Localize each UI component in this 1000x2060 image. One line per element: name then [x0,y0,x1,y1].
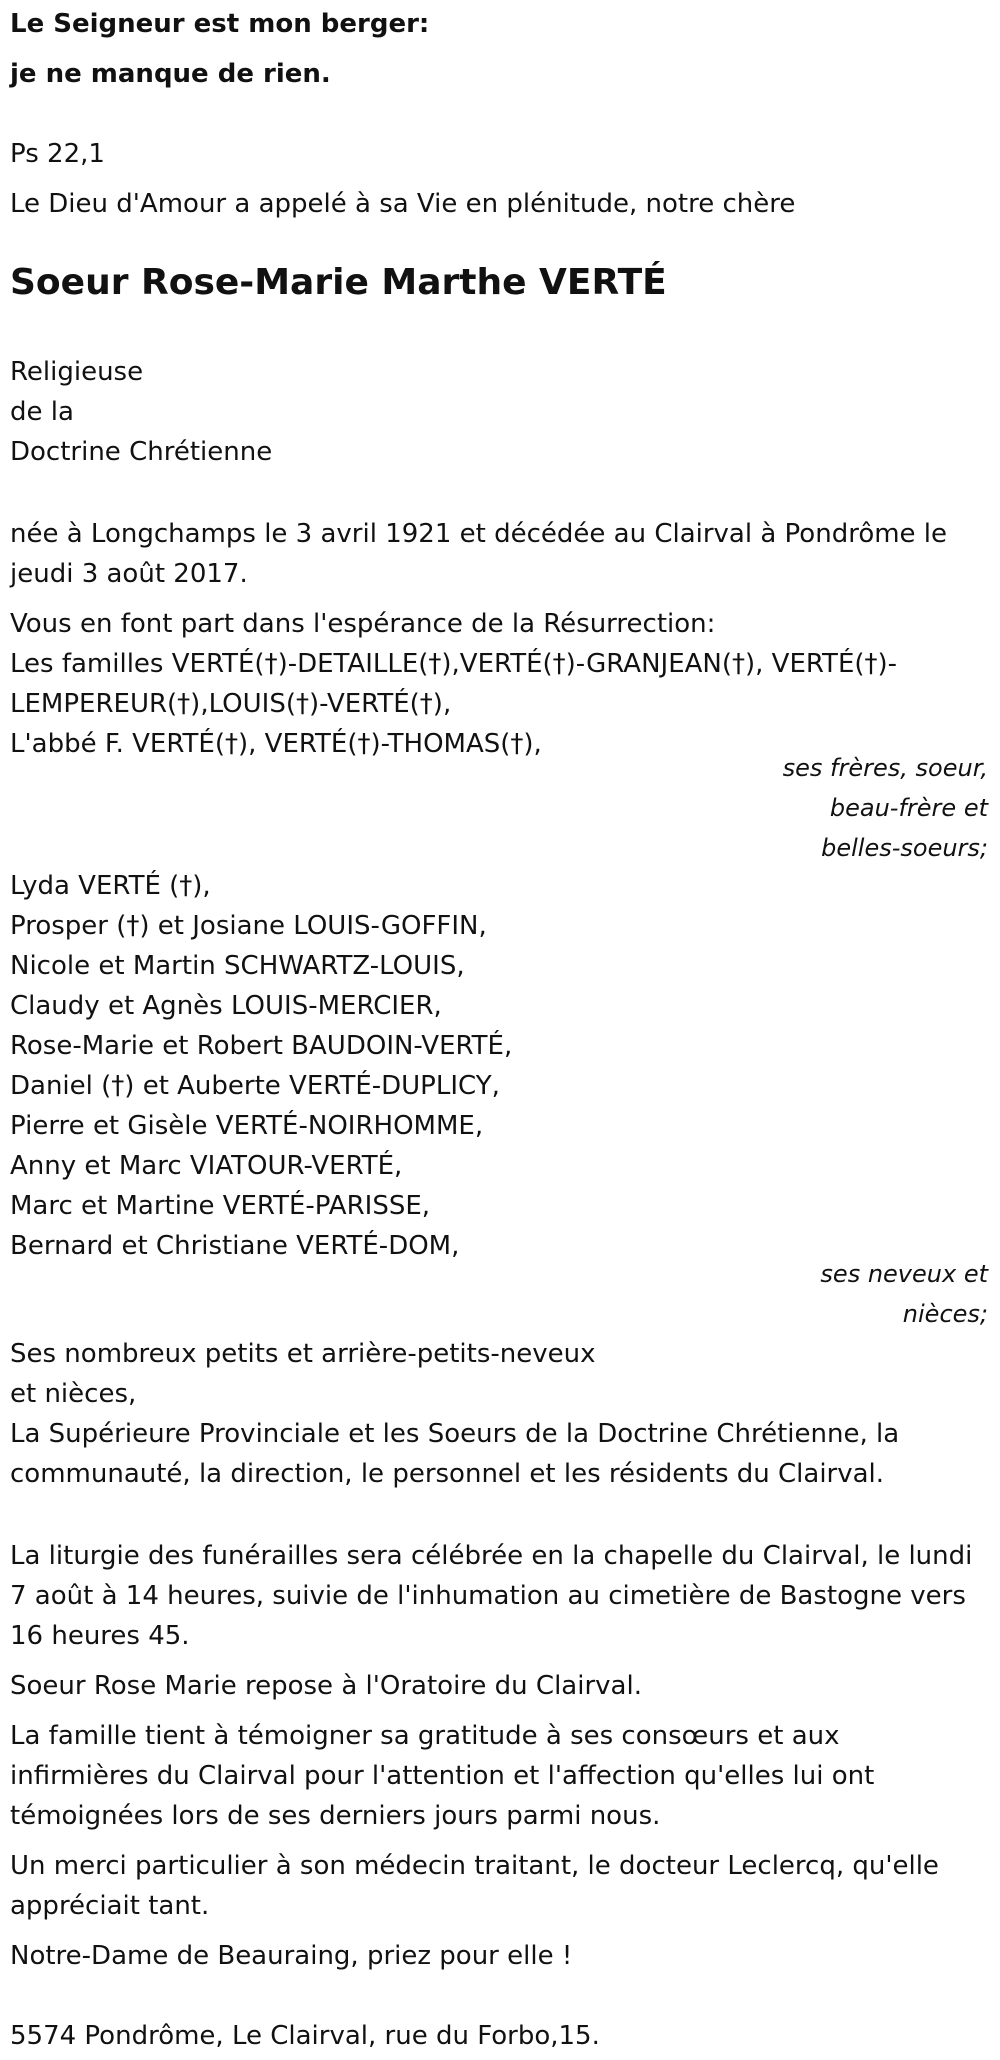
verse-line-1: Le Seigneur est mon berger: [10,9,430,39]
announcement: Vous en font part dans l'espérance de la Résurrection: [10,609,716,639]
thanks-line-2: appréciait tant. [10,1891,210,1921]
birth-death-line-2: jeudi 3 août 2017. [10,559,248,589]
nephew-line: Marc et Martine VERTÉ-PARISSE, [10,1191,431,1221]
deceased-name: Soeur Rose-Marie Marthe VERTÉ [10,262,667,303]
prayer: Notre-Dame de Beauraing, priez pour elle ! [10,1941,573,1971]
liturgy-line-1: La liturgie des funérailles sera célébrée en la chapelle du Clairval, le lundi [10,1541,973,1571]
order-line-3: Doctrine Chrétienne [10,437,273,467]
others-line-3: La Supérieure Provinciale et les Soeurs de la Doctrine Chrétienne, la [10,1419,900,1449]
nephews-label-1: ses neveux et [820,1260,988,1288]
siblings-label-3: belles-soeurs; [821,834,988,862]
nephew-line: Prosper (†) et Josiane LOUIS-GOFFIN, [10,911,487,941]
gratitude-line-1: La famille tient à témoigner sa gratitude à ses consœurs et aux [10,1721,840,1751]
psalm-reference: Ps 22,1 [10,139,105,169]
siblings-label-1: ses frères, soeur, [782,754,988,782]
siblings-line-1: Les familles VERTÉ(†)-DETAILLE(†),VERTÉ(†)-GRANJEAN(†), VERTÉ(†)- [10,649,898,679]
order-line-2: de la [10,397,74,427]
thanks-line-1: Un merci particulier à son médecin traitant, le docteur Leclercq, qu'elle [10,1851,939,1881]
birth-death-line-1: née à Longchamps le 3 avril 1921 et décédée au Clairval à Pondrôme le [10,519,948,549]
nephew-line: Anny et Marc VIATOUR-VERTÉ, [10,1151,403,1181]
liturgy-line-2: 7 août à 14 heures, suivie de l'inhumation au cimetière de Bastogne vers [10,1581,966,1611]
nephew-line: Daniel (†) et Auberte VERTÉ-DUPLICY, [10,1071,500,1101]
gratitude-line-3: témoignées lors de ses derniers jours parmi nous. [10,1801,661,1831]
nephew-line: Bernard et Christiane VERTÉ-DOM, [10,1231,460,1261]
address: 5574 Pondrôme, Le Clairval, rue du Forbo,15. [10,2021,600,2051]
nephew-line: Rose-Marie et Robert BAUDOIN-VERTÉ, [10,1031,513,1061]
nephew-line: Nicole et Martin SCHWARTZ-LOUIS, [10,951,465,981]
others-line-1: Ses nombreux petits et arrière-petits-neveux [10,1339,596,1369]
nephew-line: Lyda VERTÉ (†), [10,871,211,901]
liturgy-line-3: 16 heures 45. [10,1621,190,1651]
others-line-4: communauté, la direction, le personnel et les résidents du Clairval. [10,1459,885,1489]
others-line-2: et nièces, [10,1379,137,1409]
nephews-label-2: nièces; [902,1300,988,1328]
order-line-1: Religieuse [10,357,144,387]
nephew-line: Pierre et Gisèle VERTÉ-NOIRHOMME, [10,1111,484,1141]
siblings-line-2: LEMPEREUR(†),LOUIS(†)-VERTÉ(†), [10,689,452,719]
rest-place: Soeur Rose Marie repose à l'Oratoire du Clairval. [10,1671,642,1701]
gratitude-line-2: infirmières du Clairval pour l'attention et l'affection qu'elles lui ont [10,1761,875,1791]
siblings-label-2: beau-frère et [829,794,988,822]
siblings-line-3: L'abbé F. VERTÉ(†), VERTÉ(†)-THOMAS(†), [10,729,542,759]
intro-text: Le Dieu d'Amour a appelé à sa Vie en plénitude, notre chère [10,189,796,219]
nephew-line: Claudy et Agnès LOUIS-MERCIER, [10,991,442,1021]
verse-line-2: je ne manque de rien. [10,59,331,89]
